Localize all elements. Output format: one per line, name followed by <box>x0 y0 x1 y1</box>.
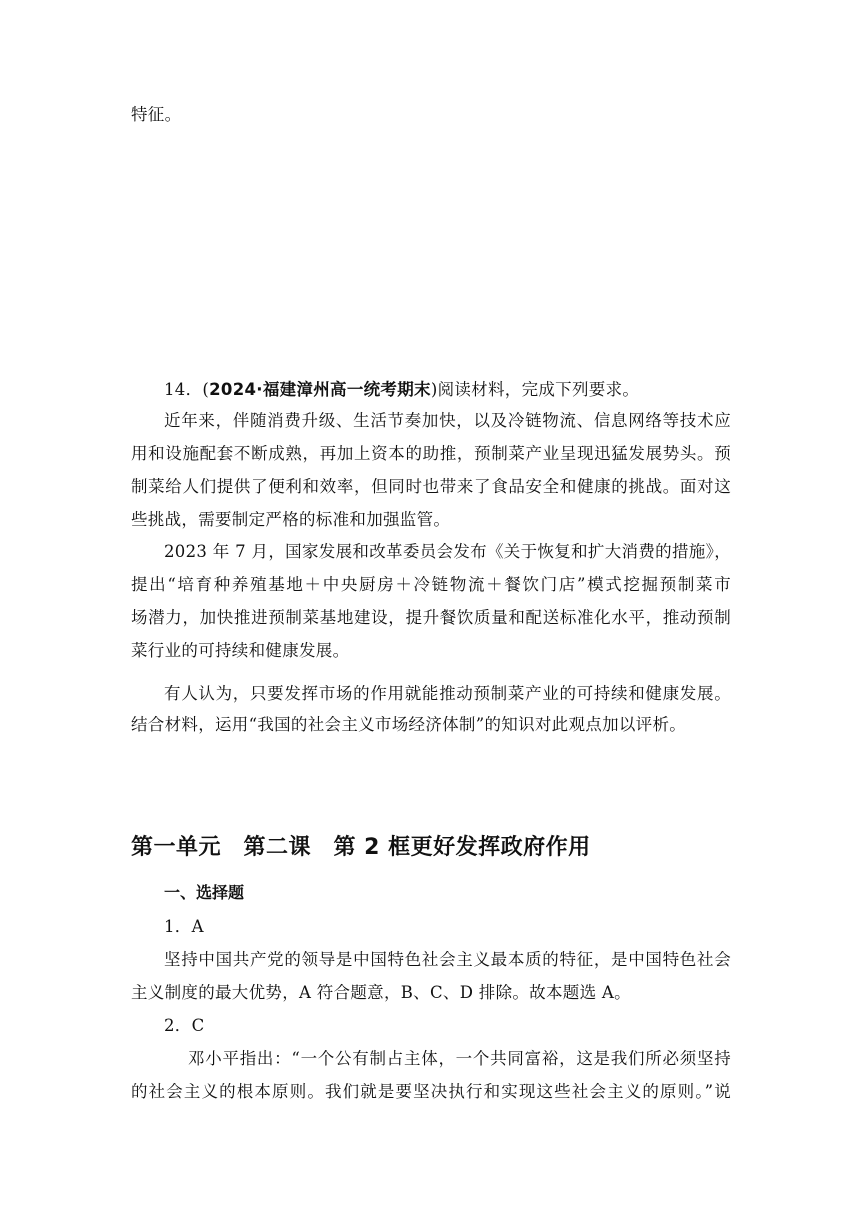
material-p1-line: 近年来，伴随消费升级、生活节奏加快，以及冷链物流、信息网络等技术应 <box>164 411 731 430</box>
material-p2-line: 2023 年 7 月，国家发展和改革委员会发布《关于恢复和扩大消费的措施》， <box>164 542 731 561</box>
answer-1-label: 1．A <box>164 917 204 936</box>
answer-2-label: 2．C <box>164 1016 205 1035</box>
answer-1-explanation-line: 坚持中国共产党的领导是中国特色社会主义最本质的特征，是中国特色社会 <box>164 950 731 969</box>
answer-2-explanation-line: 邓小平指出：“一个公有制占主体，一个共同富裕，这是我们所必须坚持 <box>188 1049 731 1068</box>
material-p2-line: 场潜力，加快推进预制菜基地建设，提升餐饮质量和配送标准化水平，推动预制 <box>131 608 731 627</box>
question-14-header <box>164 379 731 401</box>
material-p1-line: 制菜给人们提供了便利和效率，但同时也带来了食品安全和健康的挑战。面对这 <box>131 477 731 496</box>
question-prompt-line: 有人认为，只要发挥市场的作用就能推动预制菜产业的可持续和健康发展。 <box>164 684 731 703</box>
question-instruction: )阅读材料，完成下列要求。 <box>430 380 640 399</box>
answer-2-explanation-line: 的社会主义的根本原则。我们就是要坚决执行和实现这些社会主义的原则。”说 <box>131 1082 731 1101</box>
question-source: 2024·福建漳州高一统考期末 <box>209 380 431 399</box>
material-p2-line: 菜行业的可持续和健康发展。 <box>131 641 350 660</box>
question-number: 14．( <box>164 380 210 399</box>
answer-1-explanation-line: 主义制度的最大优势，A 符合题意，B、C、D 排除。故本题选 A。 <box>131 983 631 1002</box>
question-prompt-line: 结合材料，运用“我国的社会主义市场经济体制”的知识对此观点加以评析。 <box>131 715 687 734</box>
multiple-choice-heading: 一、选择题 <box>164 883 245 902</box>
answers-section-heading: 第一单元 第二课 第 2 框更好发挥政府作用 <box>131 835 591 860</box>
material-p1-line: 些挑战，需要制定严格的标准和加强监管。 <box>131 510 451 529</box>
previous-answer-tail: 特征。 <box>131 105 182 124</box>
material-p1-line: 用和设施配套不断成熟，再加上资本的助推，预制菜产业呈现迅猛发展势头。预 <box>131 444 731 463</box>
material-p2-line: 提出“培育种养殖基地＋中央厨房＋冷链物流＋餐饮门店”模式挖掘预制菜市 <box>131 575 731 594</box>
